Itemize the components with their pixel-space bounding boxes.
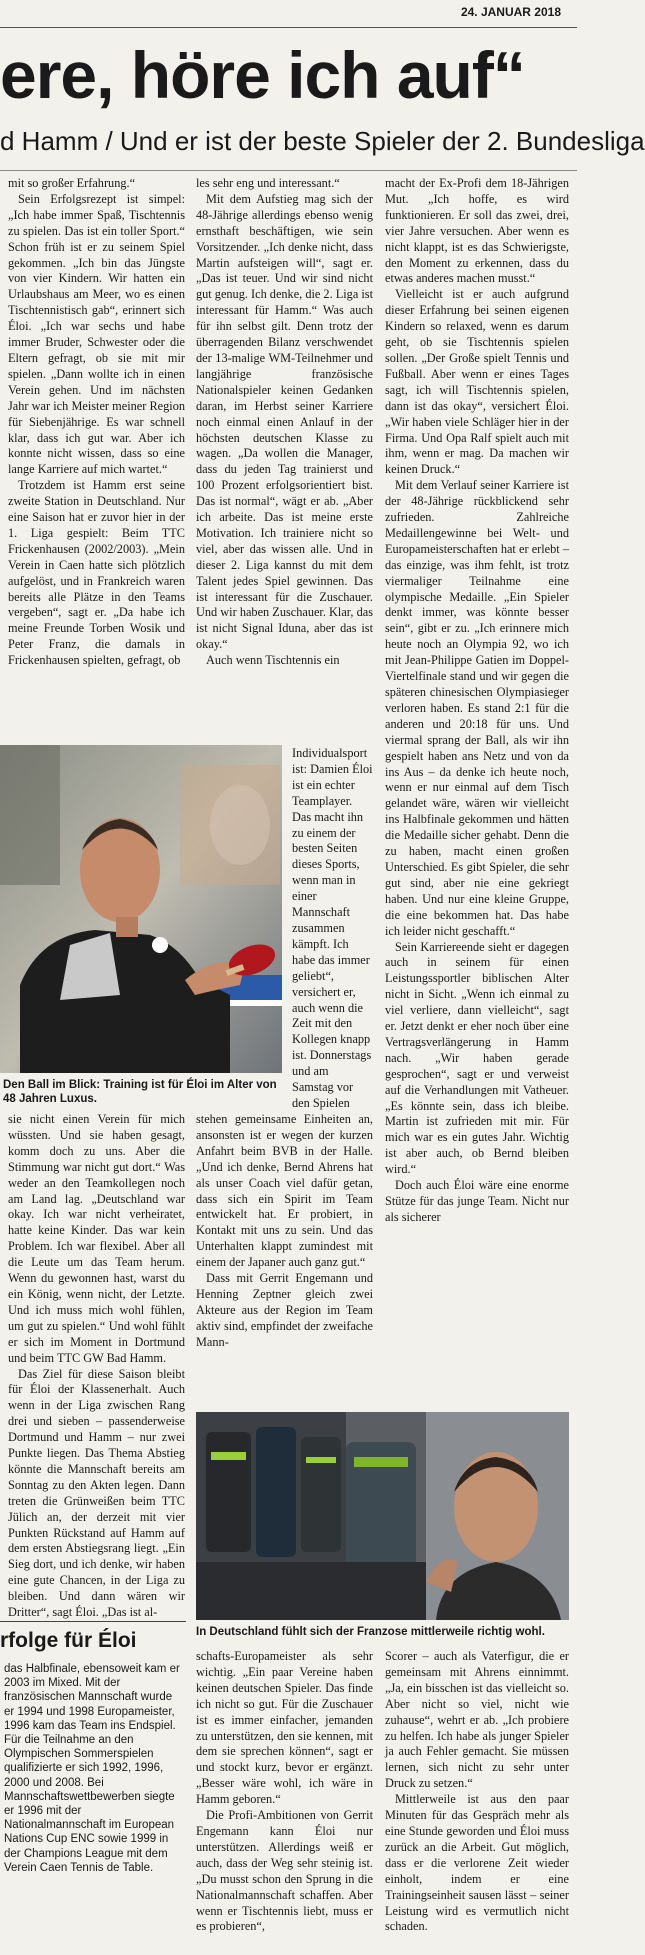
paragraph: les sehr eng und interessant.“ xyxy=(196,176,340,190)
paragraph: Mittlerweile ist aus den paar Minuten für das Gespräch mehr als eine Stunde geworden und Éloi muss zurück an die Arbeit. Gut möglich, dass er die verlorene Zeit wieder einholt, indem er eine Trainingseinheit sausen lässt – seiner Leistung wird es vermutlich nicht schaden. xyxy=(385,1792,569,1934)
paragraph: Mit dem Aufstieg mag sich der 48-Jährige allerdings ebenso wenig ernsthaft beschäftigen, wie sein Vorsitzender. „Ich denke nicht, dass Martin aufsteigen will“, sagt er. „Das ist teuer. Und wir sind nicht gut genug. Ich denke, die 2. Liga ist interessant für Hamm.“ Was auch für ihn selbst gilt. Denn trotz der überragenden Bilanz verschwendet der 13-malige WM-Teilnehmer und langjährige französische Nationalspieler keinen Gedanken daran, im Herbst seiner Karriere noch einmal einen Anlauf in der höchsten deutschen Klasse zu wagen. „Da wollen die Manager, dass du jeden Tag trainierst und 100 Prozent erfolgsorientiert bist. Das ist normal“, wägt er ab. „Aber ich arbeite. Das ist meine erste Motivation. Ich trainiere nicht so viel, aber das wissen alle. Und in dieser 2. Liga kannst du mit dem Talent jedes Spiel gewinnen. Das ist interessant für die Zuschauer. Und wir haben Zuschauer. Klar, das ist nicht Signal Iduna, aber das ist okay.“ xyxy=(196,191,373,652)
column-1-middle xyxy=(8,1112,185,1620)
issue-date: 24. JANUAR 2018 xyxy=(460,5,561,19)
paragraph: Scorer – auch als Vaterfigur, die er gemeinsam mit Ahrens einnimmt. „Ja, ein bisschen ist das vielleicht so. Aber nicht so viel, nicht wie zuhause“, wehrt er ab. „Ich probiere zu helfen. Ich habe als junger Spieler ja auch Fehler gemacht. Sie müssen lernen, sich nicht zu sehr unter Druck zu setzen.“ xyxy=(385,1649,569,1791)
paragraph: Die Profi-Ambitionen von Gerrit Engemann kann Éloi nur unterstützen. Allerdings weiß er auch, dass der Weg sehr steinig ist. „Du musst schon den Sprung in die Nationalmannschaft schaffen. Aber wenn er Tischtennis liebt, muss er es probieren“, xyxy=(196,1808,373,1934)
photo-player-training-image xyxy=(0,745,282,1073)
subhead-rule xyxy=(0,170,577,171)
paragraph: Individualsport ist: Damien Éloi ist ein echter Teamplayer. Das macht ihn zu einem der besten Seiten dieses Sports, wenn man in einer Mannschaft zusammen kämpft. Ich habe das immer geliebt“, versichert er, auch wenn die Zeit mit den Kollegen knapp ist. Donnerstags und am Samstag vor den Spielen xyxy=(292,746,373,1110)
paragraph: Doch auch Éloi wäre eine enorme Stütze für das junge Team. Nicht nur als sicherer xyxy=(385,1178,569,1224)
column-3-bottom xyxy=(385,1649,569,1951)
infobox-title: rfolge für Éloi xyxy=(0,1629,137,1652)
paragraph: Dass mit Gerrit Engemann und Henning Zeptner gleich zwei Akteure aus der Region im Team aktiv sind, empfindet der zweifache Mann- xyxy=(196,1271,373,1349)
photo-caption-2: In Deutschland fühlt sich der Franzose mittlerweile richtig wohl. xyxy=(196,1626,545,1638)
paragraph: Das Ziel für diese Saison bleibt für Éloi der Klassenerhalt. Auch wenn in der Liga zwischen Rang drei und sieben – passenderweise Dortmund und Hamm – nur zwei Punkte liegen. Das Thema Abstieg könnte die Mannschaft bereits am Sonntag zu den Akten legen. Dann treten die Grünweißen beim TTC Jülich an, der derzeit mit vier Punkten Rückstand auf Hamm auf dem ersten Abstiegsrang liegt. „Ein Sieg dort, und ich denke, wir haben eine gute Chancen, in der Liga zu bleiben. Und dann wären wir Dritter“, sagt Éloi. „Das ist al- xyxy=(8,1366,185,1620)
headline: ere, höre ich auf“ xyxy=(0,38,525,112)
infobox-text: das Halbfinale, ebensoweit kam er 2003 im Mixed. Mit der französischen Mannschaft wurde er 1994 und 1998 Europameister, 1996 kam das Team ins Endspiel. Für die Teilnahme an den Olympischen Sommerspielen qualifizierte er sich 1992, 1996, 2000 und 2008. Bei Mannschaftswettbewerben siegte er 1996 mit der Nationalmannschaft im European Nations Cup ENC sowie 1999 in der Champions League mit dem Verein Caen Tennis de Table. xyxy=(4,1663,180,1874)
column-2-middle xyxy=(196,1112,373,1402)
paragraph: mit so großer Erfahrung.“ xyxy=(8,176,136,190)
photo-caption-1: Den Ball im Blick: Training ist für Éloi im Alter von 48 Jahren Luxus. xyxy=(3,1079,277,1105)
photo-player-training xyxy=(0,745,282,1073)
infobox-rule xyxy=(0,1621,186,1622)
paragraph: Auch wenn Tischtennis ein xyxy=(206,653,340,668)
paragraph: macht der Ex-Profi dem 18-Jährigen Mut. „Ich hoffe, es wird funktionieren. Er soll das zwei, drei, vier Jahre versuchen. Aber wenn es nicht klappt, ist es das Schwierigste, den Moment zu erkennen, dass du etwas anderes machen musst.“ xyxy=(385,176,569,286)
paragraph: Vielleicht ist er auch aufgrund dieser Erfahrung bei seinen eigenen Kindern so relaxed, wenn es darum geht, ob sie Tischtennis spielen sollen. „Der Große spielt Tennis und Fußball. Aber wenn er eines Tages sagt, ich will Tischtennis spielen, dann ist das okay“, versichert Éloi. „Wir haben viele Schläger hier in der Firma. Und Opa Ralf spielt auch mit ihm, wenn er mag. Da machen wir keinen Druck.“ xyxy=(385,287,569,477)
top-rule xyxy=(0,27,577,28)
column-2-bottom xyxy=(196,1649,373,1951)
photo-player-portrait-image xyxy=(196,1412,569,1620)
paragraph: Sein Karriereende sieht er dagegen auch in seinem für einen Leistungssportler biblischen Alter nicht in Sicht. „Wenn ich einmal zu viel verliere, dann vielleicht“, sagt er. Jetzt denkt er eher noch über eine Vertragsverlängerung in Hamm nach. „Wir haben gerade gesprochen“, sagt er und verweist auf die Verhandlungen mit Vatheuer. „Es könnte sein, dass ich bleibe. Martin ist zufrieden mit mir. Für mich war es ein gutes Jahr. Wichtig ist aber auch, ob Bernd bleiben wird.“ xyxy=(385,939,569,1177)
column-2-top xyxy=(196,176,373,746)
paragraph: schafts-Europameister als sehr wichtig. „Ein paar Vereine haben keinen deutschen Spieler. Das finde ich nicht so gut. Für die Zuschauer ist es immer einfacher, jemanden zu unterstützen, den sie kennen, mit dem sie sprechen können“, sagt er und stockt kurz, bevor er ergänzt. „Besser wäre wohl, ich wäre in Hamm geboren.“ xyxy=(196,1649,373,1807)
paragraph: Trotzdem ist Hamm erst seine zweite Station in Deutschland. Nur eine Saison hat er zuvor hier in der 1. Liga gespielt: Beim TTC Frickenhausen (2002/2003). „Mein Verein in Caen hatte sich plötzlich aufgelöst, und in Frankreich waren bereits alle Plätze in den Teams vergeben“, sagt er. „Da habe ich meine Freunde Torben Wosik und Peter Franz, die damals in Frickenhausen spielten, gefragt, ob xyxy=(8,478,185,668)
paragraph: stehen gemeinsame Einheiten an, ansonsten ist er wegen der kurzen Anfahrt beim BVB in der Halle. „Und ich denke, Bernd Ahrens hat als unser Coach viel dafür getan, dass sich ein Spirit im Team entwickelt hat. Er probiert, in Kontakt mit uns zu sein. Und das Unterhalten klappt zumindest mit einem der Japaner auch ganz gut.“ xyxy=(196,1112,373,1270)
column-2-side xyxy=(292,746,373,1110)
paragraph: Sein Erfolgsrezept ist simpel: „Ich habe immer Spaß, Tischtennis zu spielen. Das ist ein toller Sport.“ Schon früh ist er zu seinem Spiel gekommen. „Ich bin das Jüngste von vier Kindern. Wir hatten ein Urlaubshaus am Meer, wo es einen Tischtennistisch gab“, erinnert sich Éloi. „Ich war sechs und habe immer Bruder, Schwester oder die Eltern gefragt, ob sie mit mir spielen. „Dann wollte ich in einen Verein gehen. Und im nächsten Jahr war ich Meister meiner Region für Siebenjährige. Es war schnell klar, dass ich gut war. Aber ich konnte nicht wissen, dass so eine lange Karriere auf mich wartet.“ xyxy=(8,191,185,477)
column-3-top xyxy=(385,176,569,1408)
column-1-top xyxy=(8,176,185,746)
subheadline: d Hamm / Und er ist der beste Spieler der 2. Bundesliga xyxy=(0,126,645,156)
paragraph: Mit dem Verlauf seiner Karriere ist der 48-Jährige rückblickend sehr zufrieden. Zahlreiche Medaillengewinne bei Welt- und Europameisterschaften hat er erlebt – das einzige, was ihm fehlt, ist trotz viermaliger Teilnahme eine olympische Medaille. „Ein Spieler denkt immer, was könnte besser sein“, gibt er zu. „Ich erinnere mich heute noch an Olympia 92, wo ich mit Jean-Philippe Gatien im Doppel-Viertelfinale stand und wir gegen die späteren chinesischen Olympiasieger verloren haben. Es stand 2:1 für die anderen und 20:18 für uns. Und viermal sprang der Ball, als wir ihn gespielt haben ans Netz und von da ins Aus – da denke ich heute noch, wenn er nur einmal auf dem Tisch gelandet wäre, wären wir vielleicht ins Halbfinale gekommen und hätten die Medaille sicher gehabt. Denn die zu haben, macht einen großen Unterschied. Es gibt Spieler, die sehr gut sind, aber nie eine gekriegt haben. Und nur eine kleine Gruppe, die eine bekommen hat. Das habe ich leider nicht geschafft.“ xyxy=(385,478,569,938)
paragraph: sie nicht einen Verein für mich wüssten. Und sie haben gesagt, komm doch zu uns. Aber die Stimmung war nicht gut dort.“ Was weder an den Teamkollegen noch am Land lag. „Deutschland war okay. Ich war nicht verheiratet, hatte keine Kinder. Das war kein Problem. Ich war flexibel. Aber all die Leute um das Team herum. Wenn du gewonnen hast, warst du ein König, wenn nicht, der Letzte. Und ich muss mich wohl fühlen, um gut zu spielen.“ Und wohl fühlt er sich im Moment in Dortmund und beim TTC GW Bad Hamm. xyxy=(8,1112,185,1365)
photo-player-portrait xyxy=(196,1412,569,1620)
